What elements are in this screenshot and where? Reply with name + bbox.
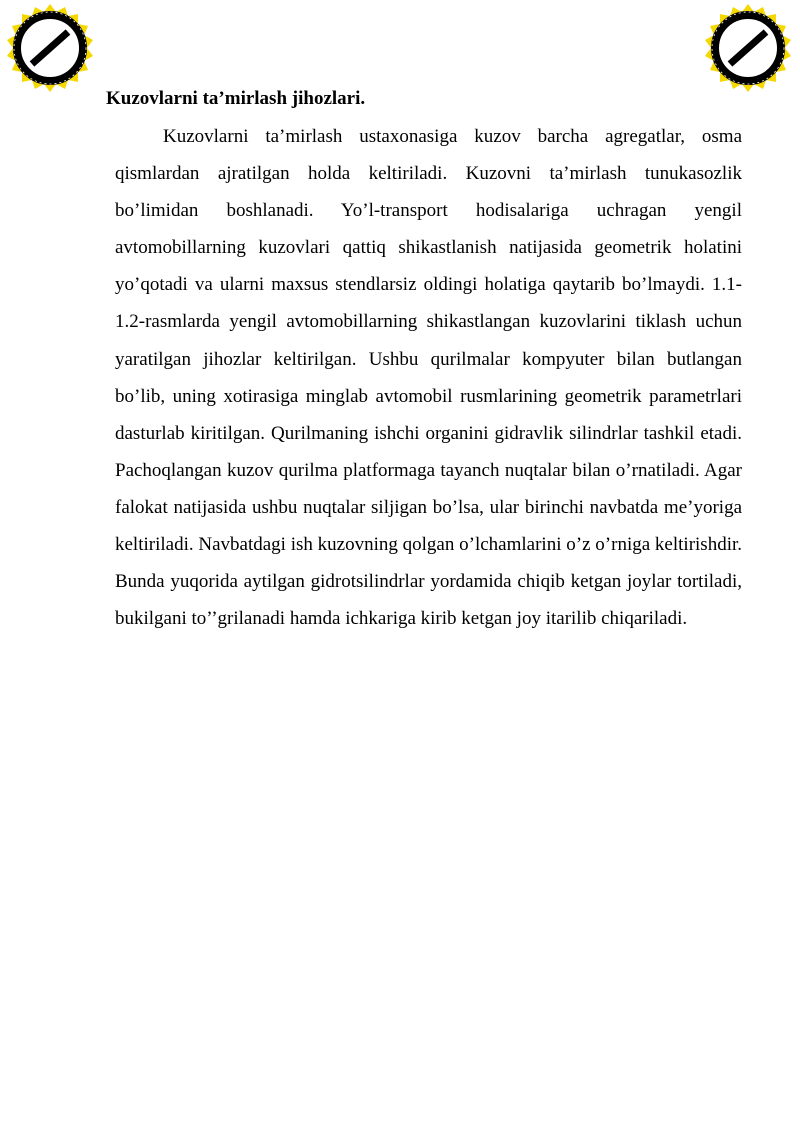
buy-badge-left[interactable] xyxy=(2,2,98,98)
body-paragraph: Kuzovlarni ta’mirlash ustaxonasiga kuzov barcha agregatlar, osma qismlardan ajratilgan holda keltiriladi. Kuzovni ta’mirlash tunukasozlik bo’limidan boshlanadi. Yo’l-transport hodisalariga uchragan yengil avtomobillarning kuzovlari qattiq shikastlanish natijasida geometrik holatini yo’qotadi va ularni maxsus stendlarsiz oldingi holatiga qaytarib bo’lmaydi. 1.1-1.2-rasmlarda yengil avtomobillarning shikastlangan kuzovlarini tiklash uchun yaratilgan jihozlar keltirilgan. Ushbu qurilmalar kompyuter bilan butlangan bo’lib, uning xotirasiga minglab avtomobil rusmlarining geometrik parametrlari dasturlab kiritilgan. Qurilmaning ishchi organini gidravlik silindrlar tashkil etadi. Pachoqlangan kuzov qurilma platformaga tayanch nuqtalar bilan o’rnatiladi. Agar falokat natijasida ushbu nuqtalar siljigan bo’lsa, ular birinchi navbatda me’yoriga keltiriladi. Navbatdagi ish kuzovning qolgan o’lchamlarini o’z o’rniga keltirishdir. Bunda yuqorida aytilgan gidrotsilindrlar yordamida chiqib ketgan joylar tortiladi, bukilgani to’’grilanadi hamda ichkariga kirib ketgan joy itarilib chiqariladi. xyxy=(115,126,742,630)
buy-badge-right[interactable] xyxy=(700,2,796,98)
pdf-editor-seal-icon xyxy=(2,2,98,98)
pdf-editor-seal-icon xyxy=(700,2,796,98)
section-heading: Kuzovlarni ta’mirlash jihozlari. xyxy=(106,88,366,109)
